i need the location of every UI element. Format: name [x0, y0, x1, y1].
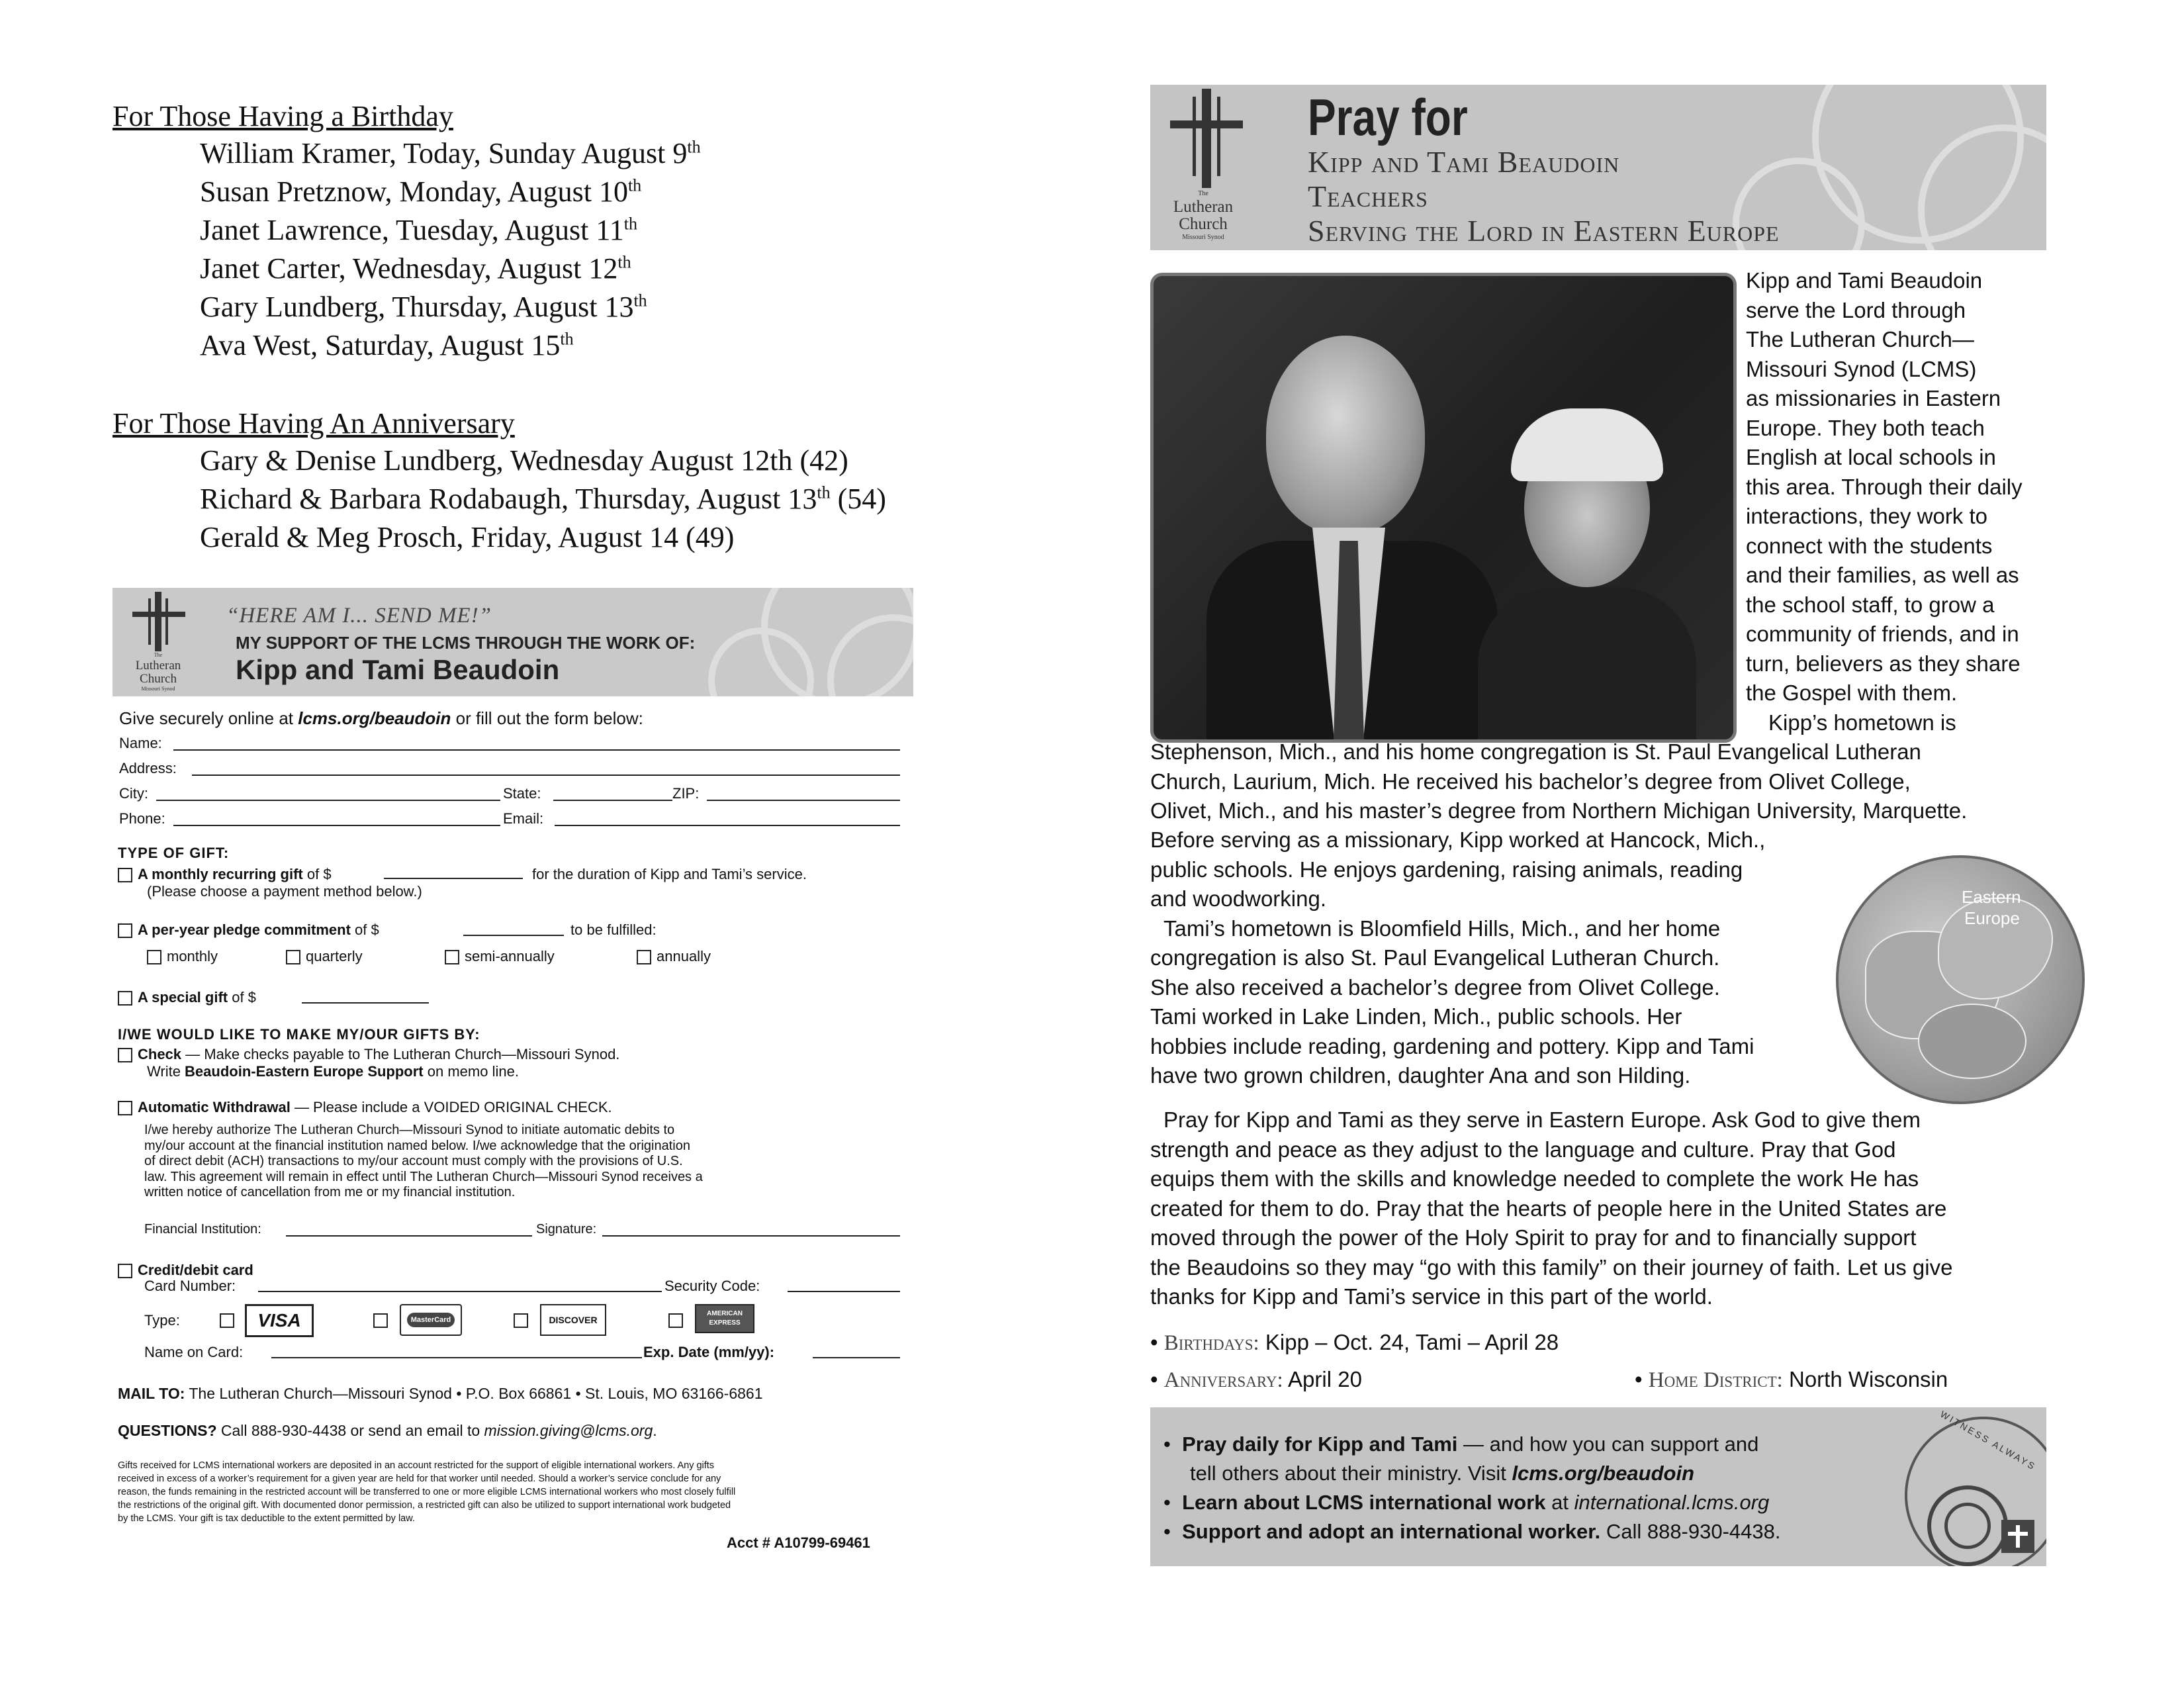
witness-always-seal: WITNESS ALWAYS — [1905, 1417, 2046, 1566]
banner-name: Kipp and Tami Beaudoin — [236, 654, 560, 685]
payment-method-heading: I/WE WOULD LIKE TO MAKE MY/OUR GIFTS BY: — [118, 1026, 480, 1043]
special-gift-option[interactable]: A special gift of $ — [118, 989, 256, 1006]
home-district: • Home District: North Wisconsin — [1635, 1367, 1948, 1392]
type-of-gift-heading: TYPE OF GIFT: — [118, 845, 230, 861]
lcms-cross-icon — [1170, 89, 1243, 188]
logo-church: Church — [140, 672, 177, 686]
pledge-fulfilled-text: to be fulfilled: — [570, 921, 657, 938]
address-field[interactable] — [192, 774, 900, 776]
check-memo-text: Write Beaudoin-Eastern Europe Support on memo line. — [147, 1063, 519, 1080]
freq-monthly-option[interactable]: monthly — [147, 948, 218, 965]
pledge-option[interactable]: A per-year pledge commitment of $ — [118, 921, 379, 939]
monthly-amount-field[interactable] — [384, 878, 523, 879]
email-label: Email: — [503, 810, 544, 827]
zip-field[interactable] — [707, 800, 900, 801]
credit-card-checkbox[interactable] — [118, 1264, 132, 1278]
monthly-gift-option[interactable]: A monthly recurring gift of $ — [118, 866, 332, 883]
prayer-paragraph: Pray for Kipp and Tami as they serve in Eastern Europe. Ask God to give them strength and peace as they adjust to the language and culture. Pray that God equips them with the skills and knowledge needed to complete the work He has created for them to do. Pray that the hearts of people here in the United States are moved through the power of the Holy Spirit to pray for and to financially support the Beaudoins so they may “go with this family” on their journey of faith. Let us give thanks for Kipp and Tami’s service in this part of the world. — [1150, 1107, 1953, 1309]
missionary-anniversary: • Anniversary: April 20 — [1150, 1367, 1362, 1392]
logo-synod: Missouri Synod — [141, 686, 175, 692]
birthday-heading: For Those Having a Birthday — [113, 100, 453, 132]
pray-title: Pray for — [1308, 88, 1468, 146]
anniversary-item: Richard & Barbara Rodabaugh, Thursday, August 13th (54) — [200, 483, 886, 515]
questions: QUESTIONS? Call 888-930-4438 or send an email to mission.giving@lcms.org. — [118, 1422, 657, 1439]
form-intro: Give securely online at lcms.org/beaudoin or fill out the form below: — [119, 708, 643, 728]
check-option[interactable]: Check — Make checks payable to The Lutheran Church—Missouri Synod. — [118, 1046, 619, 1063]
monthly-gift-checkbox[interactable] — [118, 868, 132, 882]
eastern-europe-map — [1836, 855, 2085, 1104]
pray-teachers: Teachers — [1308, 179, 1428, 213]
credit-card-option[interactable]: Credit/debit card — [118, 1262, 253, 1279]
action-list — [1163, 1430, 1781, 1546]
birthday-item: Janet Lawrence, Tuesday, August 11th — [200, 214, 637, 246]
intro-paragraph: Kipp and Tami Beaudoin serve the Lord through The Lutheran Church— Missouri Synod (LCMS) as missionaries in Eastern Europe. They both teach English at local schools in this area. Through their daily interactions, they work to connect with the students and their families, as well as the school staff, to grow a community of friends, and in turn, believers as they share the Gospel with them. Kipp’s hometown is — [1746, 268, 2023, 735]
mastercard-checkbox[interactable] — [373, 1313, 388, 1328]
card-type-label: Type: — [144, 1312, 180, 1329]
missionary-birthdays: • Birthdays: Kipp – Oct. 24, Tami – April 28 — [1150, 1330, 1559, 1355]
name-on-card-label: Name on Card: — [144, 1344, 244, 1360]
map-label-eastern: Eastern — [1962, 887, 2021, 907]
birthday-item: Ava West, Saturday, August 15th — [200, 329, 574, 361]
city-label: City: — [119, 785, 148, 802]
state-label: State: — [503, 785, 541, 802]
account-number: Acct # A10799-69461 — [727, 1534, 870, 1551]
logo-lutheran: Lutheran — [135, 659, 181, 673]
action-callout — [1150, 1407, 2046, 1566]
email-link[interactable]: mission.giving@lcms.org — [484, 1422, 653, 1439]
birthday-item: Gary Lundberg, Thursday, August 13th — [200, 291, 647, 323]
financial-institution-field[interactable] — [286, 1235, 532, 1237]
anniversary-item: Gerald & Meg Prosch, Friday, August 14 (49) — [200, 521, 735, 553]
financial-institution-label: Financial Institution: — [144, 1222, 261, 1237]
hometown-paragraph: Before serving as a missionary, Kipp worked at Hancock, Mich., public schools. He enjoys gardening, raising animals, reading and woodworking. Tami’s hometown is Bloomfield Hills, Mich., and her home congregation is also St. Paul Evangelical Lutheran Church. She also received a bachelor’s degree from Olivet College. Tami worked in Lake Linden, Mich., public schools. Her hobbies include reading, gardening and pottery. Kipp and Tami have two grown children, daughter Ana and son Hilding. — [1150, 827, 1766, 1088]
lcms-cross-icon — [132, 592, 185, 651]
pledge-checkbox[interactable] — [118, 923, 132, 938]
amex-checkbox[interactable] — [668, 1313, 683, 1328]
mail-to: MAIL TO: The Lutheran Church—Missouri Synod • P.O. Box 66861 • St. Louis, MO 63166-6861 — [118, 1385, 763, 1402]
birthday-item: Janet Carter, Wednesday, August 12th — [200, 252, 631, 285]
phone-label: Phone: — [119, 810, 165, 827]
freq-annual-checkbox[interactable] — [637, 950, 651, 964]
freq-quarterly-checkbox[interactable] — [286, 950, 300, 964]
action-pray-line2: tell others about their ministry. Visit lcms.org/beaudoin — [1190, 1462, 1695, 1485]
email-field[interactable] — [555, 825, 900, 826]
address-label: Address: — [119, 760, 177, 776]
banner-quote: “HERE AM I... SEND ME!” — [226, 604, 492, 628]
security-code-label: Security Code: — [664, 1278, 760, 1294]
name-on-card-field[interactable] — [271, 1357, 642, 1358]
support-banner — [113, 588, 913, 696]
logo-the: The — [154, 652, 163, 658]
anniversary-item: Gary & Denise Lundberg, Wednesday August 12th (42) — [200, 444, 848, 477]
exp-date-label: Exp. Date (mm/yy): — [643, 1344, 775, 1360]
freq-semiannual-option[interactable]: semi-annually — [445, 948, 555, 965]
exp-date-field[interactable] — [813, 1357, 900, 1358]
give-online-link[interactable]: lcms.org/beaudoin — [298, 708, 451, 728]
pray-banner — [1150, 85, 2046, 250]
banner-subtitle: MY SUPPORT OF THE LCMS THROUGH THE WORK OF: — [236, 633, 696, 653]
monthly-gift-duration: for the duration of Kipp and Tami’s service. — [532, 866, 807, 882]
pledge-amount-field[interactable] — [463, 935, 564, 936]
phone-field[interactable] — [173, 825, 500, 826]
check-checkbox[interactable] — [118, 1048, 132, 1062]
card-number-label: Card Number: — [144, 1278, 236, 1294]
map-label-europe: Europe — [1964, 908, 2020, 928]
special-amount-field[interactable] — [302, 1002, 429, 1004]
auto-withdrawal-authorization: I/we hereby authorize The Lutheran Church—Missouri Synod to initiate automatic debits to my/our account at the financial institution named below. I/we acknowledge that the origination of direct debit (ACH) transactions to my/our account must comply with the provisions of U.S. law. This agreement will remain in effect until The Lutheran Church—Missouri Synod receives a written notice of cancellation from me or my financial institution. — [144, 1123, 703, 1199]
auto-withdrawal-option[interactable]: Automatic Withdrawal — Please include a VOIDED ORIGINAL CHECK. — [118, 1099, 612, 1116]
action-learn: • Learn about LCMS international work at international.lcms.org — [1163, 1491, 1770, 1514]
security-code-field[interactable] — [788, 1291, 900, 1292]
card-number-field[interactable] — [258, 1291, 662, 1292]
logo-the: The — [1198, 190, 1208, 197]
missionary-photo — [1150, 273, 1737, 743]
international-link[interactable]: international.lcms.org — [1574, 1491, 1770, 1514]
discover-checkbox[interactable] — [514, 1313, 528, 1328]
mastercard-logo: MasterCard — [400, 1304, 462, 1336]
pray-names: Kipp and Tami Beaudoin — [1308, 145, 1620, 179]
fine-print: Gifts received for LCMS international workers are deposited in an account restricted for the support of eligible international workers. Any gifts received in excess of a worker’s requirement for a given year are held for that worker until needed. Should a worker’s service conclude for any reason, the funds remaining in the restricted account will be transferred to one or more eligible LCMS international workers who most closely fulfill the restrictions of the original gift. With documented donor permission, a restricted gift can also be utilized to support international work budgeted by the LCMS. Your gift is tax deductible to the extent permitted by law. — [118, 1460, 736, 1524]
state-field[interactable] — [553, 800, 672, 801]
visa-checkbox[interactable] — [220, 1313, 234, 1328]
kipp-paragraph: Stephenson, Mich., and his home congregation is St. Paul Evangelical Lutheran Church, Laurium, Mich. He received his bachelor’s degree from Olivet College, Olivet, Mich., and his master’s degree from Northern Michigan University, Marquette. — [1150, 739, 1968, 823]
discover-logo: DISCOVER — [540, 1304, 606, 1336]
freq-annual-option[interactable]: annually — [637, 948, 711, 965]
signature-label: Signature: — [536, 1222, 597, 1237]
visa-logo: VISA — [245, 1304, 314, 1337]
name-label: Name: — [119, 735, 162, 751]
freq-monthly-checkbox[interactable] — [147, 950, 161, 964]
city-field[interactable] — [156, 800, 500, 801]
logo-lutheran: Lutheran — [1173, 198, 1234, 216]
anniversary-heading: For Those Having An Anniversary — [113, 407, 515, 440]
monthly-gift-note: (Please choose a payment method below.) — [147, 883, 422, 900]
freq-semiannual-checkbox[interactable] — [445, 950, 459, 964]
birthday-item: William Kramer, Today, Sunday August 9th — [200, 137, 701, 169]
cross-icon — [2001, 1520, 2034, 1553]
signature-field[interactable] — [602, 1235, 900, 1237]
zip-label: ZIP: — [672, 785, 700, 802]
special-gift-checkbox[interactable] — [118, 991, 132, 1006]
name-field[interactable] — [173, 749, 900, 751]
birthday-item: Susan Pretznow, Monday, August 10th — [200, 175, 642, 208]
logo-synod: Missouri Synod — [1182, 234, 1224, 241]
auto-withdrawal-checkbox[interactable] — [118, 1101, 132, 1115]
action-pray: • Pray daily for Kipp and Tami — and how you can support and — [1163, 1432, 1759, 1456]
amex-logo: AMERICAN EXPRESS — [695, 1304, 754, 1333]
pray-serving: Serving the Lord in Eastern Europe — [1308, 214, 1780, 248]
freq-quarterly-option[interactable]: quarterly — [286, 948, 363, 965]
logo-church: Church — [1179, 215, 1228, 233]
beaudoin-link[interactable]: lcms.org/beaudoin — [1512, 1462, 1695, 1485]
action-support: • Support and adopt an international worker. Call 888-930-4438. — [1163, 1520, 1781, 1543]
